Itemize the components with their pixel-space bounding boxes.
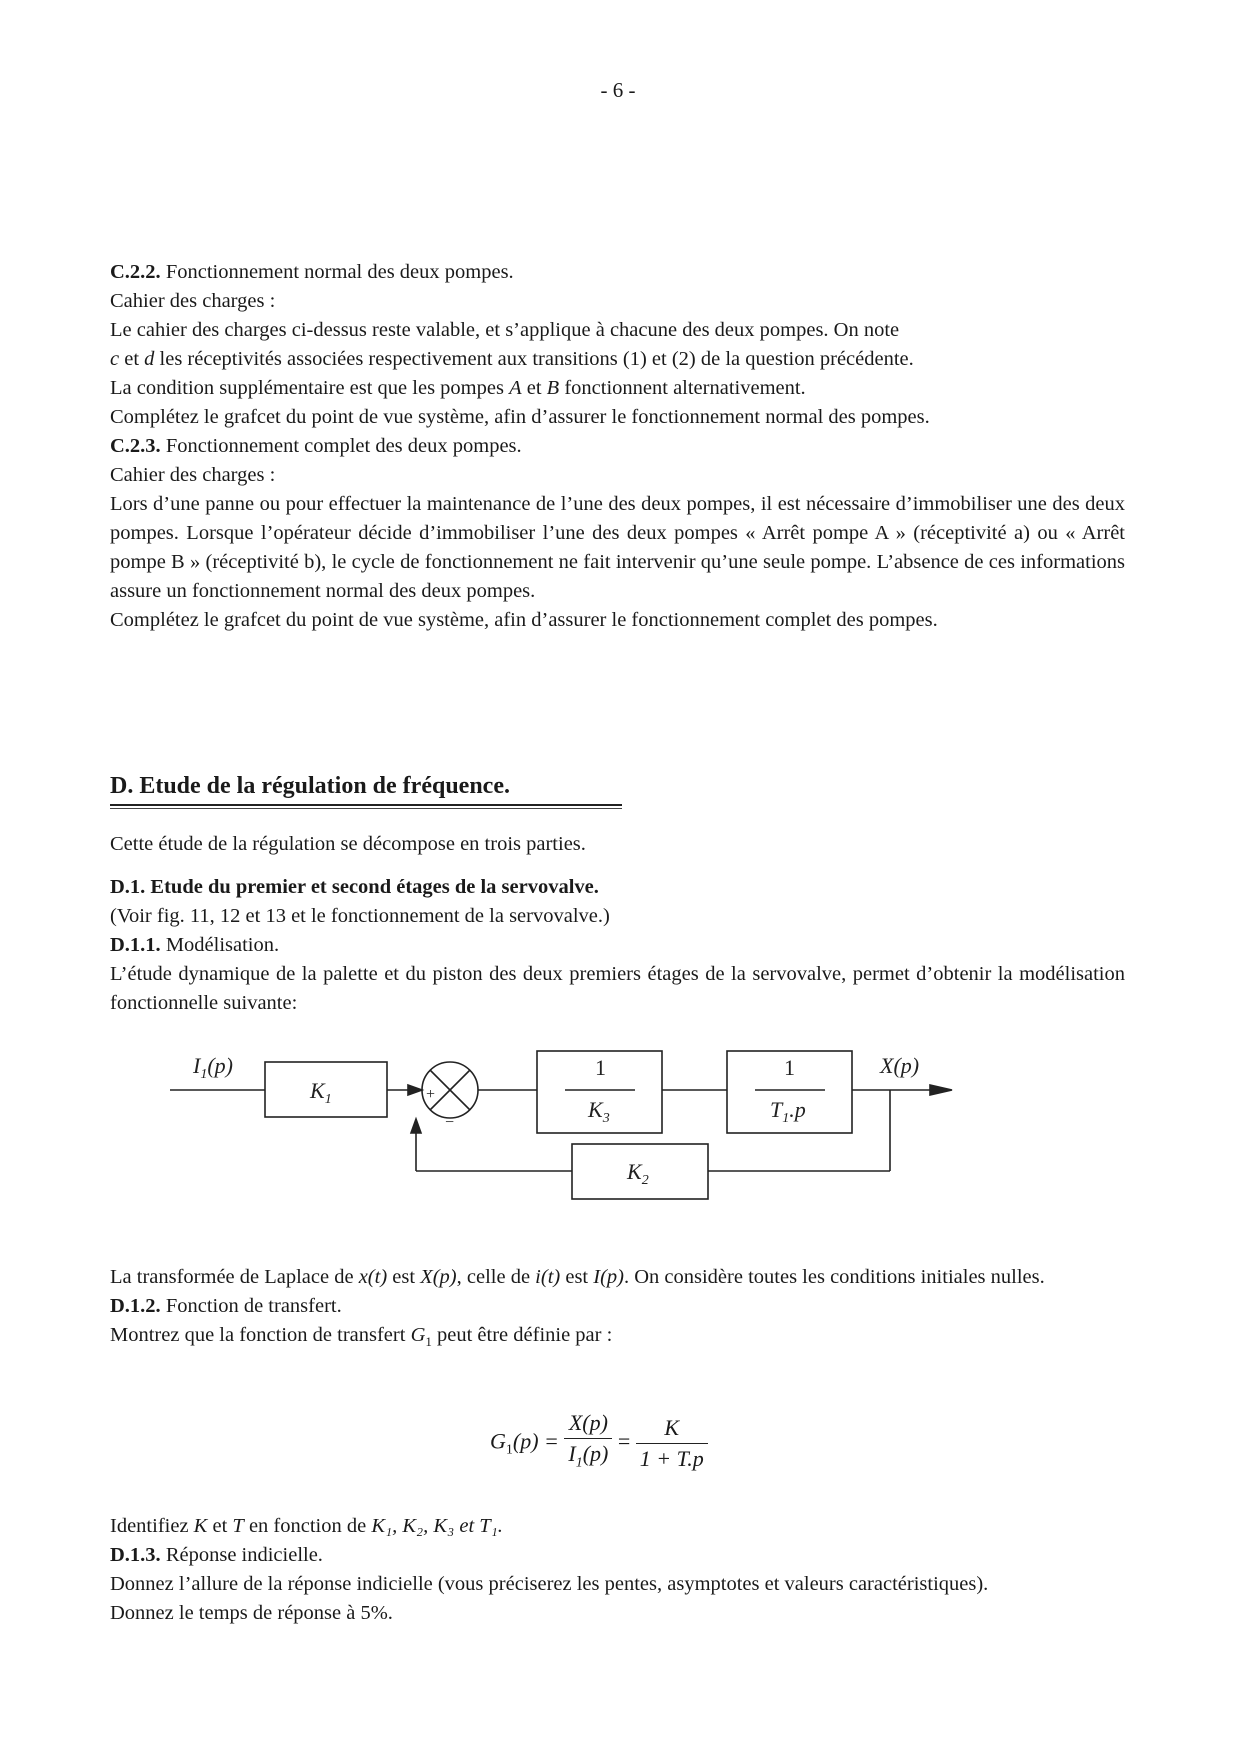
c23-paragraph-1: Lors d’une panne ou pour effectuer la maintenance de l’une des deux pompes, il est nécessaire d’immobiliser une des deux pompes. Lorsque l’opérateur décide d’immobiliser l’une des deux pompes « Arrêt pompe A » (réceptivité a) ou « Arrêt pompe B » (réceptivité b), le cycle de fonctionnement ne fait intervenir qu’une seule pompe. L’absence de ces informations assure un fonctionnement normal des deux pompes. xyxy=(110,493,1125,602)
plus-sign: + xyxy=(426,1086,436,1103)
c23-heading xyxy=(110,432,1125,461)
d13-number: D.1.3. xyxy=(110,1544,161,1566)
var: G xyxy=(410,1324,426,1346)
heading-underline-2 xyxy=(110,808,622,809)
d13-paragraph-2: Donnez le temps de réponse à 5%. xyxy=(110,1602,393,1624)
output-label: X(p) xyxy=(880,1053,920,1078)
inv-k3-numerator: 1 xyxy=(595,1055,606,1080)
inv-k3-denominator: $K_3$ xyxy=(588,1097,610,1126)
section-d-after xyxy=(110,1263,1125,1356)
section-d-heading-block xyxy=(110,770,1125,809)
heading-underline xyxy=(110,804,622,806)
text: . On considère toutes les conditions initiales nulles. xyxy=(623,1266,1045,1288)
formula-lhs-arg: (p) = xyxy=(512,1428,559,1454)
var: I(p) xyxy=(593,1266,624,1288)
inv-t1p-denominator: $T_1.p$ xyxy=(770,1097,806,1126)
d11-number: D.1.1. xyxy=(110,934,161,956)
d1-reference: (Voir fig. 11, 12 et 13 et le fonctionnement de la servovalve.) xyxy=(110,905,610,927)
k1-block xyxy=(265,1062,387,1117)
var-B: B xyxy=(546,377,560,399)
input-label: $I_1(p)$ xyxy=(193,1053,233,1082)
c22-paragraph-1: Le cahier des charges ci-dessus reste valable, et s’applique à chacune des deux pompes. On note xyxy=(110,319,900,341)
d12-number: D.1.2. xyxy=(110,1295,161,1317)
subscript: 1 xyxy=(425,1334,432,1350)
d1-title: D.1. Etude du premier et second étages de la servovalve. xyxy=(110,876,599,898)
d12-title: Fonction de transfert. xyxy=(160,1295,342,1317)
text: La condition supplémentaire est que les pompes xyxy=(110,377,510,399)
k2-label: $K_2$ xyxy=(627,1159,649,1188)
c22-paragraph-4: Complétez le grafcet du point de vue système, afin d’assurer le fonctionnement normal des pompes. xyxy=(110,406,930,428)
text: Identifiez xyxy=(110,1515,194,1537)
c22-heading xyxy=(110,258,1125,287)
text: les réceptivités associées respectivement aux transitions (1) et (2) de la question précédente. xyxy=(154,348,914,370)
text: La transformée de Laplace de xyxy=(110,1266,359,1288)
block-diagram xyxy=(160,1045,1080,1245)
d11-title: Modélisation. xyxy=(160,934,280,956)
arrowhead-icon xyxy=(411,1119,421,1133)
text: et xyxy=(207,1515,233,1537)
section-d-intro: Cette étude de la régulation se décompose en trois parties. xyxy=(110,833,586,855)
d11-paragraph: L’étude dynamique de la palette et du piston des deux premiers étages de la servovalve, permet d’obtenir la modélisation fonctionnelle suivante: xyxy=(110,963,1125,1014)
var: x(t) xyxy=(358,1266,388,1288)
d12-paragraph xyxy=(110,1321,1125,1356)
inv-t1p-numerator: 1 xyxy=(784,1055,795,1080)
arrowhead-icon xyxy=(930,1085,952,1095)
section-d-heading: D. Etude de la régulation de fréquence. xyxy=(110,773,510,799)
k1-label: $K_1$ xyxy=(310,1078,332,1107)
numerator: K xyxy=(636,1413,708,1444)
numerator: X(p) xyxy=(564,1408,612,1439)
text: et xyxy=(119,348,145,370)
var-list: K₁, K₂, K₃ et T₁. xyxy=(371,1515,503,1537)
text: en fonction de xyxy=(243,1515,372,1537)
text: , celle de xyxy=(456,1266,536,1288)
var: T xyxy=(232,1515,244,1537)
formula-lhs: G xyxy=(490,1428,506,1454)
section-d-end xyxy=(110,1512,1125,1628)
var: i(t) xyxy=(535,1266,561,1288)
c22-number: C.2.2. xyxy=(110,261,161,283)
text: est xyxy=(560,1266,594,1288)
text: fonctionnent alternativement. xyxy=(559,377,806,399)
var-A: A xyxy=(509,377,522,399)
equals: = xyxy=(617,1428,631,1454)
c23-number: C.2.3. xyxy=(110,435,161,457)
fraction xyxy=(564,1408,612,1478)
denominator: $I_1(p)$ xyxy=(568,1441,609,1471)
subscript: 1 xyxy=(505,1442,513,1458)
fraction xyxy=(636,1413,708,1474)
text: Montrez que la fonction de transfert xyxy=(110,1324,411,1346)
c23-title: Fonctionnement complet des deux pompes. xyxy=(160,435,522,457)
text: et xyxy=(521,377,547,399)
d12-heading xyxy=(110,1292,1125,1321)
var-d: d xyxy=(144,348,155,370)
c23-paragraph-2: Complétez le grafcet du point de vue système, afin d’assurer le fonctionnement complet des pompes. xyxy=(110,609,938,631)
c22-cahier: Cahier des charges : xyxy=(110,290,276,312)
c22-paragraph-2 xyxy=(110,345,1125,374)
arrowhead-icon xyxy=(408,1085,422,1095)
c23-cahier: Cahier des charges : xyxy=(110,464,276,486)
d11-heading xyxy=(110,931,1125,960)
transfer-function-formula xyxy=(490,1408,708,1478)
text: est xyxy=(387,1266,421,1288)
var: X(p) xyxy=(420,1266,457,1288)
c22-paragraph-3 xyxy=(110,374,1125,403)
section-c22-c23 xyxy=(110,258,1125,635)
c22-title: Fonctionnement normal des deux pompes. xyxy=(160,261,514,283)
d13-heading xyxy=(110,1541,1125,1570)
page-number: - 6 - xyxy=(600,78,636,102)
denominator: 1 + T.p xyxy=(639,1445,704,1471)
var-c: c xyxy=(110,348,120,370)
minus-sign: − xyxy=(445,1114,455,1131)
identify-paragraph xyxy=(110,1512,1125,1541)
d13-paragraph-1: Donnez l’allure de la réponse indicielle (vous préciserez les pentes, asymptotes et valeurs caractéristiques). xyxy=(110,1573,989,1595)
laplace-paragraph xyxy=(110,1263,1125,1292)
text: peut être définie par : xyxy=(431,1324,613,1346)
section-d-body xyxy=(110,830,1125,1018)
var: K xyxy=(193,1515,208,1537)
d13-title: Réponse indicielle. xyxy=(160,1544,323,1566)
